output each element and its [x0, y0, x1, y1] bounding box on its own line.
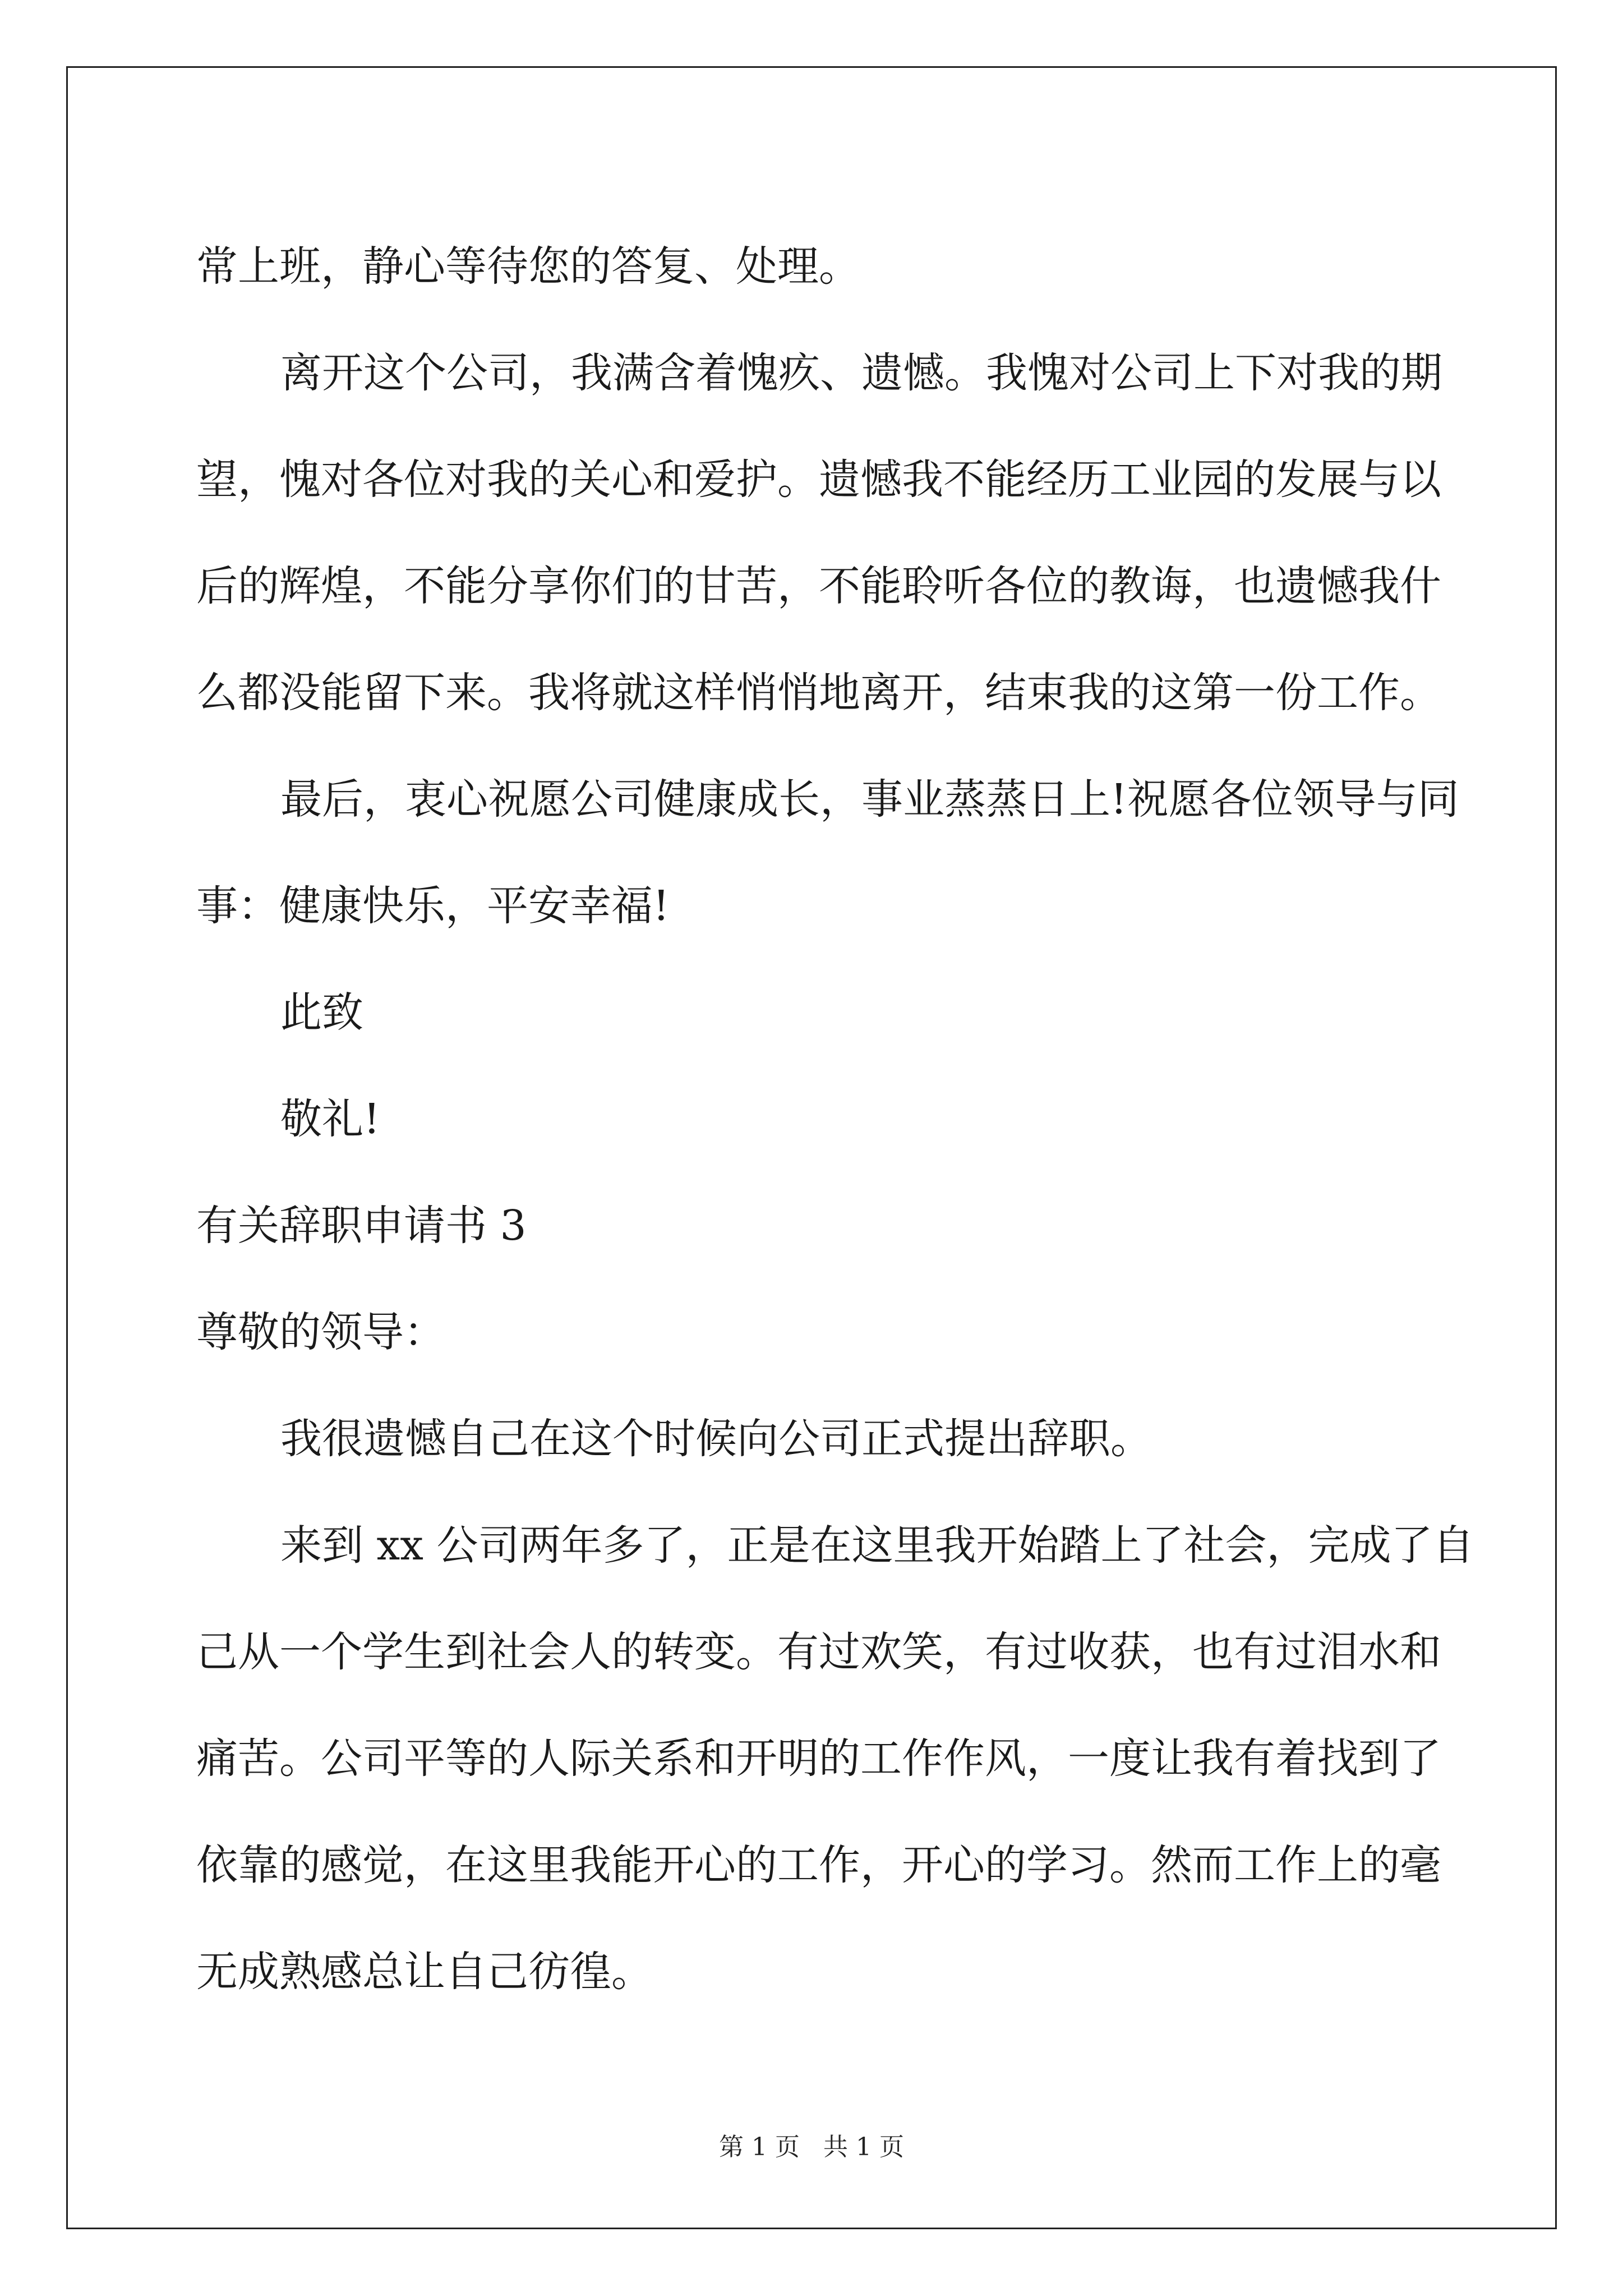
text-line: 后的辉煌，不能分享你们的甘苦，不能聆听各位的教诲，也遗憾我什 [196, 562, 1441, 610]
text-line: 望，愧对各位对我的关心和爱护。遗憾我不能经历工业园的发展与以 [196, 455, 1441, 504]
closing-salutation: 此致 [280, 988, 363, 1037]
greeting: 尊敬的领导： [196, 1308, 445, 1356]
page-footer [0, 2131, 1623, 2164]
section-title: 有关辞职申请书 3 [196, 1202, 527, 1250]
closing-regards: 敬礼! [280, 1095, 380, 1143]
text-line: 我很遗憾自己在这个时候向公司正式提出辞职。 [280, 1415, 1152, 1463]
text-line: 己从一个学生到社会人的转变。有过欢笑，有过收获，也有过泪水和 [196, 1628, 1441, 1676]
document-body [196, 213, 1474, 2025]
page-number: 第 1 页 [719, 2133, 800, 2161]
text-line: 事：健康快乐，平安幸福! [196, 882, 670, 930]
text-line: 依靠的感觉，在这里我能开心的工作，开心的学习。然而工作上的毫 [196, 1841, 1441, 1889]
text-line: 最后，衷心祝愿公司健康成长，事业蒸蒸日上!祝愿各位领导与同 [280, 775, 1459, 823]
text-line: 常上班，静心等待您的答复、处理。 [196, 242, 860, 291]
text-line: 痛苦。公司平等的人际关系和开明的工作作风，一度让我有着找到了 [196, 1734, 1441, 1783]
page-total: 共 1 页 [823, 2133, 904, 2161]
text-line: 离开这个公司，我满含着愧疚、遗憾。我愧对公司上下对我的期 [280, 349, 1442, 397]
text-line: 无成熟感总让自己彷徨。 [196, 1948, 653, 1996]
text-line: 么都没能留下来。我将就这样悄悄地离开，结束我的这第一份工作。 [196, 669, 1441, 717]
text-line: 来到 xx 公司两年多了，正是在这里我开始踏上了社会，完成了自 [280, 1521, 1474, 1570]
